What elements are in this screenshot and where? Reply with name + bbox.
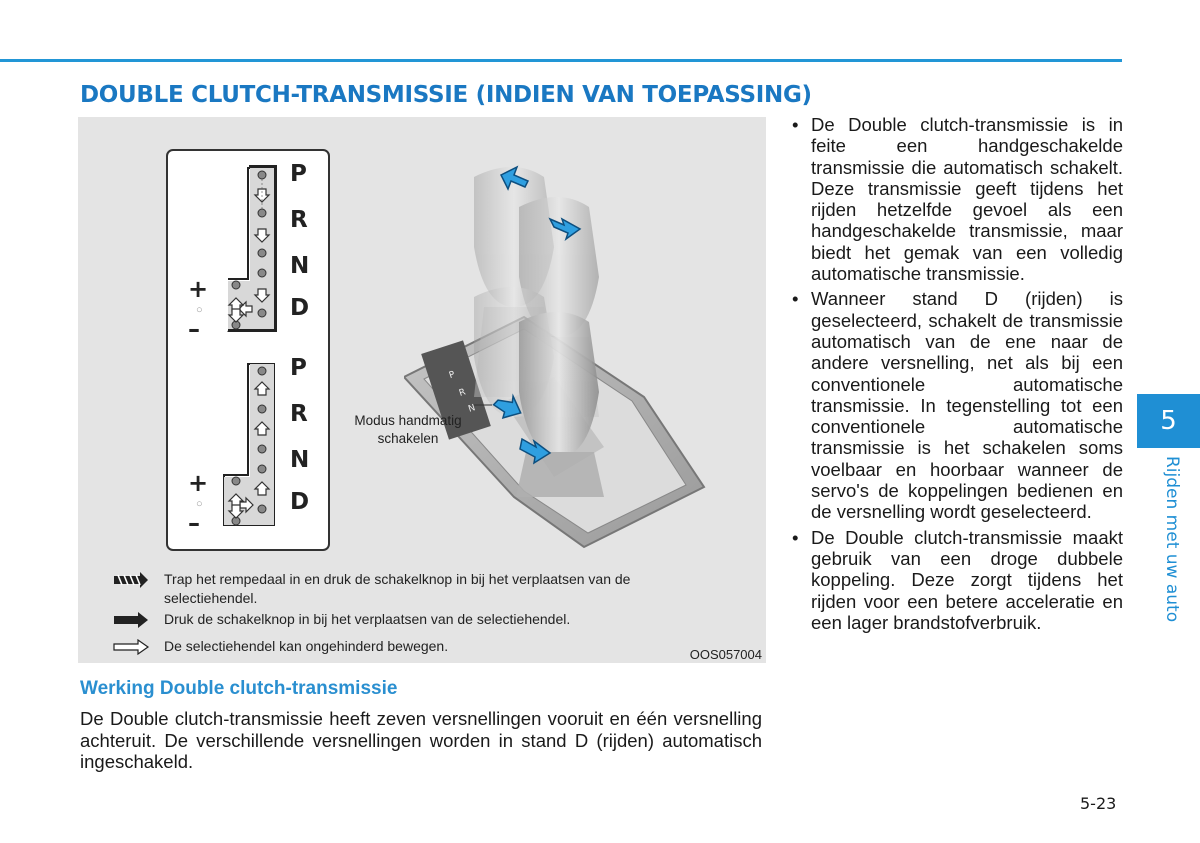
gear-letter-r-bottom: R bbox=[290, 401, 308, 427]
gear-letter-n-bottom: N bbox=[290, 447, 310, 473]
figure-code: OOS057004 bbox=[689, 647, 762, 662]
section-title: DOUBLE CLUTCH-TRANSMISSIE (INDIEN VAN TOEPASSING) bbox=[80, 82, 812, 108]
plus-sign-bottom: + bbox=[188, 469, 209, 497]
page-number: 5-23 bbox=[1080, 794, 1117, 813]
svg-text:N: N bbox=[467, 403, 477, 415]
bullet-item: • Wanneer stand D (rijden) is geselecteerd, schakelt de transmissie automatisch van de ene naar de andere versnelling, net als bij een conventionele automatische transmissie. In tegenstelling tot een conventionele automatische transmissie is het schakelen soms voelbaar en hoorbaar wanneer de servo's de koppelingen bedienen en de versnelling wordt geselecteerd. bbox=[792, 288, 1123, 522]
figure-gear-selector bbox=[78, 117, 766, 663]
shift-pattern-panel bbox=[166, 149, 330, 551]
subsection-heading: Werking Double clutch-transmissie bbox=[80, 678, 398, 699]
gear-letter-p-top: P bbox=[290, 161, 307, 187]
gear-letter-r-top: R bbox=[290, 207, 308, 233]
manual-mode-callout: Modus handmatig schakelen bbox=[354, 413, 462, 446]
bullet-list bbox=[792, 114, 1123, 637]
outline-arrow-icon bbox=[112, 639, 150, 655]
plus-sign-top: + bbox=[188, 275, 209, 303]
bullet-item: • De Double clutch-transmissie maakt gebruik van een droge dubbele koppeling. Deze zorgt tijdens het rijden voor een betere acceleratie en een lager brandstofverbruik. bbox=[792, 527, 1123, 633]
gear-knob-illustration bbox=[404, 157, 766, 567]
chapter-title: Rijden met uw auto bbox=[1162, 456, 1182, 623]
solid-arrow-icon bbox=[112, 612, 150, 628]
top-rule bbox=[0, 59, 1122, 62]
legend-text-free: De selectiehendel kan ongehinderd bewegen. bbox=[164, 638, 449, 654]
minus-sign-top: – bbox=[188, 315, 200, 343]
legend-text-brake: Trap het rempedaal in en druk de schakelknop in bij het verplaatsen van de selectiehendel. bbox=[164, 571, 631, 606]
gear-letter-d-top: D bbox=[290, 295, 310, 321]
bullet-item: • De Double clutch-transmissie is in feite een handgeschakelde transmissie die automatisch schakelt. Deze transmissie geeft tijdens het rijden hetzelfde gevoel als een handgeschakelde transmissie, maar biedt het gemak van een volledig automatische transmissie. bbox=[792, 114, 1123, 284]
svg-text:R: R bbox=[457, 387, 467, 399]
chapter-tab: 5 bbox=[1137, 394, 1200, 448]
legend-text-button: Druk de schakelknop in bij het verplaatsen van de selectiehendel. bbox=[164, 611, 571, 627]
subsection-paragraph: De Double clutch-transmissie heeft zeven versnellingen vooruit en één versnelling achteruit. De verschillende versnellingen worden in stand D (rijden) automatisch ingeschakeld. bbox=[80, 708, 762, 772]
gear-letter-d-bottom: D bbox=[290, 489, 310, 515]
striped-arrow-icon bbox=[112, 572, 150, 588]
gear-letter-n-top: N bbox=[290, 253, 310, 279]
neutral-mark-top: ○ bbox=[196, 304, 203, 316]
minus-sign-bottom: – bbox=[188, 509, 200, 537]
gear-letter-p-bottom: P bbox=[290, 355, 307, 381]
neutral-mark-bottom: ○ bbox=[196, 498, 203, 510]
svg-text:P: P bbox=[447, 369, 457, 382]
